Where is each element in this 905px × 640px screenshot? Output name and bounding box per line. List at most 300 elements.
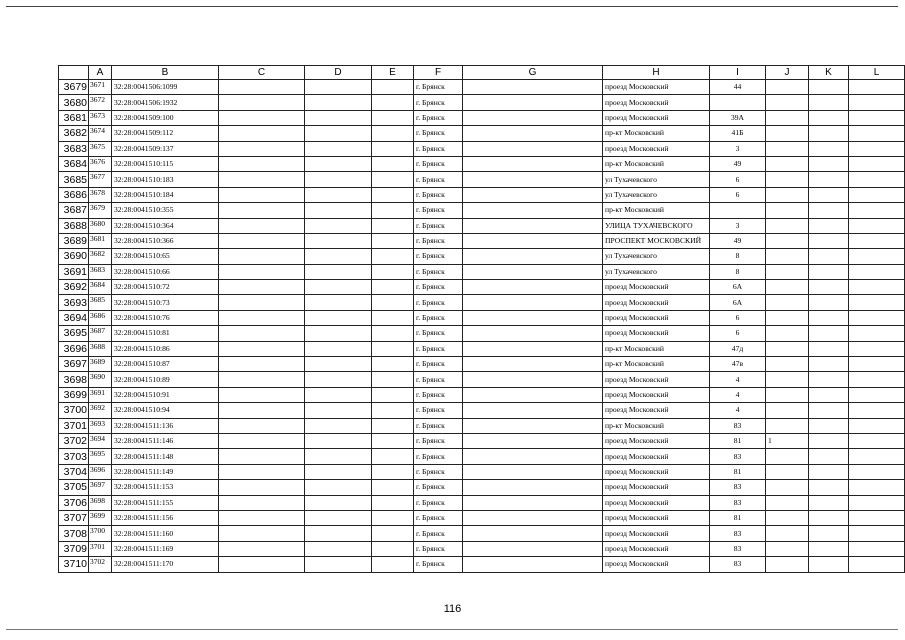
cell-g[interactable] (463, 372, 603, 387)
cell-l[interactable] (849, 557, 905, 572)
cell-b[interactable]: 32:28:0041510:86 (112, 341, 219, 356)
cell-f[interactable]: г. Брянск (414, 557, 463, 572)
cell-g[interactable] (463, 295, 603, 310)
cell-j[interactable] (766, 187, 809, 202)
cell-c[interactable] (219, 249, 305, 264)
cell-f[interactable]: г. Брянск (414, 310, 463, 325)
cell-j[interactable] (766, 326, 809, 341)
cell-g[interactable] (463, 433, 603, 448)
cell-a[interactable]: 3672 (89, 95, 112, 110)
cell-d[interactable] (305, 187, 372, 202)
cell-l[interactable] (849, 187, 905, 202)
cell-e[interactable] (372, 357, 414, 372)
cell-a[interactable]: 3687 (89, 326, 112, 341)
cell-c[interactable] (219, 141, 305, 156)
cell-i[interactable]: 6 (710, 187, 766, 202)
cell-e[interactable] (372, 526, 414, 541)
cell-i[interactable]: 3 (710, 218, 766, 233)
cell-b[interactable]: 32:28:0041509:112 (112, 126, 219, 141)
row-number[interactable]: 3688 (59, 218, 89, 233)
cell-g[interactable] (463, 187, 603, 202)
cell-f[interactable]: г. Брянск (414, 449, 463, 464)
row-number[interactable]: 3684 (59, 156, 89, 171)
cell-a[interactable]: 3675 (89, 141, 112, 156)
cell-l[interactable] (849, 510, 905, 525)
cell-j[interactable] (766, 172, 809, 187)
cell-f[interactable]: г. Брянск (414, 326, 463, 341)
cell-g[interactable] (463, 280, 603, 295)
cell-k[interactable] (809, 80, 849, 95)
cell-h[interactable]: проезд Московский (603, 480, 710, 495)
cell-d[interactable] (305, 264, 372, 279)
cell-e[interactable] (372, 187, 414, 202)
cell-j[interactable] (766, 403, 809, 418)
cell-b[interactable]: 32:28:0041511:156 (112, 510, 219, 525)
cell-i[interactable]: 4 (710, 403, 766, 418)
cell-h[interactable]: проезд Московский (603, 557, 710, 572)
cell-b[interactable]: 32:28:0041511:169 (112, 541, 219, 556)
cell-e[interactable] (372, 418, 414, 433)
cell-c[interactable] (219, 264, 305, 279)
cell-a[interactable]: 3679 (89, 203, 112, 218)
cell-c[interactable] (219, 495, 305, 510)
cell-b[interactable]: 32:28:0041510:183 (112, 172, 219, 187)
cell-d[interactable] (305, 280, 372, 295)
cell-h[interactable]: ул Тухачевского (603, 172, 710, 187)
cell-i[interactable]: 41Б (710, 126, 766, 141)
cell-l[interactable] (849, 341, 905, 356)
cell-f[interactable]: г. Брянск (414, 372, 463, 387)
cell-d[interactable] (305, 126, 372, 141)
cell-j[interactable] (766, 126, 809, 141)
row-number[interactable]: 3682 (59, 126, 89, 141)
cell-a[interactable]: 3702 (89, 557, 112, 572)
row-number[interactable]: 3710 (59, 557, 89, 572)
cell-h[interactable]: ул Тухачевского (603, 249, 710, 264)
cell-c[interactable] (219, 418, 305, 433)
cell-g[interactable] (463, 233, 603, 248)
cell-b[interactable]: 32:28:0041510:81 (112, 326, 219, 341)
cell-i[interactable]: 49 (710, 233, 766, 248)
cell-i[interactable]: 49 (710, 156, 766, 171)
cell-b[interactable]: 32:28:0041510:94 (112, 403, 219, 418)
cell-a[interactable]: 3692 (89, 403, 112, 418)
cell-a[interactable]: 3689 (89, 357, 112, 372)
column-header-i[interactable]: I (710, 66, 766, 80)
cell-i[interactable]: 6 (710, 172, 766, 187)
cell-j[interactable] (766, 264, 809, 279)
cell-h[interactable]: пр-кт Московский (603, 156, 710, 171)
cell-f[interactable]: г. Брянск (414, 295, 463, 310)
cell-i[interactable]: 81 (710, 510, 766, 525)
cell-i[interactable]: 6 (710, 310, 766, 325)
cell-j[interactable] (766, 495, 809, 510)
cell-f[interactable]: г. Брянск (414, 233, 463, 248)
cell-k[interactable] (809, 233, 849, 248)
cell-l[interactable] (849, 310, 905, 325)
cell-d[interactable] (305, 156, 372, 171)
cell-j[interactable] (766, 387, 809, 402)
cell-l[interactable] (849, 126, 905, 141)
cell-g[interactable] (463, 218, 603, 233)
cell-g[interactable] (463, 495, 603, 510)
cell-e[interactable] (372, 264, 414, 279)
cell-f[interactable]: г. Брянск (414, 95, 463, 110)
row-number[interactable]: 3700 (59, 403, 89, 418)
cell-k[interactable] (809, 126, 849, 141)
cell-a[interactable]: 3671 (89, 80, 112, 95)
cell-i[interactable]: 83 (710, 495, 766, 510)
cell-j[interactable] (766, 464, 809, 479)
cell-j[interactable] (766, 233, 809, 248)
cell-h[interactable]: проезд Московский (603, 433, 710, 448)
cell-g[interactable] (463, 110, 603, 125)
cell-a[interactable]: 3693 (89, 418, 112, 433)
cell-k[interactable] (809, 557, 849, 572)
cell-e[interactable] (372, 126, 414, 141)
cell-h[interactable]: пр-кт Московский (603, 341, 710, 356)
cell-f[interactable]: г. Брянск (414, 510, 463, 525)
cell-b[interactable]: 32:28:0041511:153 (112, 480, 219, 495)
cell-c[interactable] (219, 218, 305, 233)
row-number[interactable]: 3681 (59, 110, 89, 125)
cell-i[interactable]: 4 (710, 372, 766, 387)
cell-e[interactable] (372, 110, 414, 125)
cell-b[interactable]: 32:28:0041510:366 (112, 233, 219, 248)
cell-c[interactable] (219, 203, 305, 218)
row-number[interactable]: 3707 (59, 510, 89, 525)
cell-e[interactable] (372, 449, 414, 464)
cell-i[interactable]: 39А (710, 110, 766, 125)
row-number[interactable]: 3703 (59, 449, 89, 464)
cell-k[interactable] (809, 510, 849, 525)
cell-a[interactable]: 3699 (89, 510, 112, 525)
cell-e[interactable] (372, 495, 414, 510)
cell-i[interactable]: 8 (710, 249, 766, 264)
cell-e[interactable] (372, 326, 414, 341)
cell-l[interactable] (849, 218, 905, 233)
cell-h[interactable]: ул Тухачевского (603, 187, 710, 202)
cell-h[interactable]: проезд Московский (603, 403, 710, 418)
cell-e[interactable] (372, 249, 414, 264)
cell-f[interactable]: г. Брянск (414, 249, 463, 264)
cell-c[interactable] (219, 295, 305, 310)
cell-c[interactable] (219, 187, 305, 202)
column-header-k[interactable]: K (809, 66, 849, 80)
cell-l[interactable] (849, 357, 905, 372)
cell-g[interactable] (463, 449, 603, 464)
cell-k[interactable] (809, 357, 849, 372)
cell-a[interactable]: 3684 (89, 280, 112, 295)
cell-c[interactable] (219, 110, 305, 125)
cell-b[interactable]: 32:28:0041510:91 (112, 387, 219, 402)
cell-i[interactable]: 81 (710, 464, 766, 479)
cell-f[interactable]: г. Брянск (414, 357, 463, 372)
cell-l[interactable] (849, 233, 905, 248)
cell-l[interactable] (849, 418, 905, 433)
cell-j[interactable] (766, 418, 809, 433)
cell-g[interactable] (463, 326, 603, 341)
row-number[interactable]: 3704 (59, 464, 89, 479)
cell-b[interactable]: 32:28:0041510:364 (112, 218, 219, 233)
row-number[interactable]: 3686 (59, 187, 89, 202)
cell-e[interactable] (372, 203, 414, 218)
cell-d[interactable] (305, 510, 372, 525)
cell-d[interactable] (305, 310, 372, 325)
cell-a[interactable]: 3678 (89, 187, 112, 202)
cell-j[interactable] (766, 203, 809, 218)
cell-h[interactable]: проезд Московский (603, 280, 710, 295)
row-number[interactable]: 3691 (59, 264, 89, 279)
cell-c[interactable] (219, 526, 305, 541)
cell-a[interactable]: 3676 (89, 156, 112, 171)
cell-k[interactable] (809, 249, 849, 264)
cell-c[interactable] (219, 310, 305, 325)
cell-h[interactable]: пр-кт Московский (603, 126, 710, 141)
cell-a[interactable]: 3691 (89, 387, 112, 402)
cell-k[interactable] (809, 495, 849, 510)
cell-f[interactable]: г. Брянск (414, 387, 463, 402)
cell-k[interactable] (809, 341, 849, 356)
cell-a[interactable]: 3673 (89, 110, 112, 125)
cell-l[interactable] (849, 541, 905, 556)
cell-g[interactable] (463, 403, 603, 418)
cell-a[interactable]: 3686 (89, 310, 112, 325)
cell-k[interactable] (809, 203, 849, 218)
cell-i[interactable]: 83 (710, 480, 766, 495)
cell-c[interactable] (219, 357, 305, 372)
cell-c[interactable] (219, 80, 305, 95)
cell-c[interactable] (219, 541, 305, 556)
row-number[interactable]: 3708 (59, 526, 89, 541)
cell-b[interactable]: 32:28:0041511:155 (112, 495, 219, 510)
cell-i[interactable]: 6 (710, 326, 766, 341)
cell-g[interactable] (463, 203, 603, 218)
cell-k[interactable] (809, 372, 849, 387)
cell-l[interactable] (849, 433, 905, 448)
cell-a[interactable]: 3694 (89, 433, 112, 448)
cell-g[interactable] (463, 249, 603, 264)
cell-k[interactable] (809, 264, 849, 279)
cell-c[interactable] (219, 449, 305, 464)
cell-e[interactable] (372, 310, 414, 325)
cell-i[interactable]: 83 (710, 526, 766, 541)
cell-d[interactable] (305, 95, 372, 110)
cell-e[interactable] (372, 95, 414, 110)
cell-e[interactable] (372, 480, 414, 495)
cell-c[interactable] (219, 233, 305, 248)
cell-a[interactable]: 3698 (89, 495, 112, 510)
cell-i[interactable]: 6А (710, 280, 766, 295)
cell-f[interactable]: г. Брянск (414, 464, 463, 479)
cell-d[interactable] (305, 480, 372, 495)
cell-g[interactable] (463, 141, 603, 156)
cell-c[interactable] (219, 341, 305, 356)
cell-d[interactable] (305, 80, 372, 95)
cell-l[interactable] (849, 80, 905, 95)
cell-b[interactable]: 32:28:0041509:100 (112, 110, 219, 125)
cell-l[interactable] (849, 464, 905, 479)
cell-l[interactable] (849, 449, 905, 464)
cell-j[interactable] (766, 295, 809, 310)
cell-j[interactable] (766, 510, 809, 525)
column-header-e[interactable]: E (372, 66, 414, 80)
cell-f[interactable]: г. Брянск (414, 280, 463, 295)
cell-a[interactable]: 3700 (89, 526, 112, 541)
cell-f[interactable]: г. Брянск (414, 80, 463, 95)
cell-b[interactable]: 32:28:0041506:1932 (112, 95, 219, 110)
cell-j[interactable] (766, 80, 809, 95)
cell-l[interactable] (849, 264, 905, 279)
column-header-c[interactable]: C (219, 66, 305, 80)
cell-h[interactable]: пр-кт Московский (603, 203, 710, 218)
cell-l[interactable] (849, 110, 905, 125)
cell-e[interactable] (372, 141, 414, 156)
cell-b[interactable]: 32:28:0041511:170 (112, 557, 219, 572)
cell-k[interactable] (809, 172, 849, 187)
cell-l[interactable] (849, 280, 905, 295)
cell-d[interactable] (305, 418, 372, 433)
cell-g[interactable] (463, 357, 603, 372)
cell-a[interactable]: 3682 (89, 249, 112, 264)
cell-k[interactable] (809, 141, 849, 156)
cell-b[interactable]: 32:28:0041510:66 (112, 264, 219, 279)
cell-g[interactable] (463, 387, 603, 402)
cell-f[interactable]: г. Брянск (414, 126, 463, 141)
cell-f[interactable]: г. Брянск (414, 433, 463, 448)
cell-f[interactable]: г. Брянск (414, 141, 463, 156)
row-number[interactable]: 3683 (59, 141, 89, 156)
cell-d[interactable] (305, 495, 372, 510)
cell-k[interactable] (809, 156, 849, 171)
cell-c[interactable] (219, 557, 305, 572)
cell-b[interactable]: 32:28:0041511:136 (112, 418, 219, 433)
cell-f[interactable]: г. Брянск (414, 403, 463, 418)
cell-g[interactable] (463, 464, 603, 479)
row-number[interactable]: 3706 (59, 495, 89, 510)
cell-c[interactable] (219, 280, 305, 295)
cell-d[interactable] (305, 372, 372, 387)
cell-j[interactable] (766, 141, 809, 156)
cell-h[interactable]: проезд Московский (603, 326, 710, 341)
cell-l[interactable] (849, 480, 905, 495)
cell-h[interactable]: проезд Московский (603, 495, 710, 510)
cell-k[interactable] (809, 449, 849, 464)
cell-j[interactable] (766, 372, 809, 387)
cell-g[interactable] (463, 557, 603, 572)
row-number[interactable]: 3690 (59, 249, 89, 264)
cell-g[interactable] (463, 172, 603, 187)
column-header-b[interactable]: B (112, 66, 219, 80)
cell-h[interactable]: пр-кт Московский (603, 357, 710, 372)
cell-b[interactable]: 32:28:0041511:148 (112, 449, 219, 464)
cell-j[interactable] (766, 110, 809, 125)
cell-j[interactable] (766, 249, 809, 264)
cell-i[interactable]: 81 (710, 433, 766, 448)
cell-a[interactable]: 3683 (89, 264, 112, 279)
cell-f[interactable]: г. Брянск (414, 526, 463, 541)
cell-d[interactable] (305, 526, 372, 541)
cell-c[interactable] (219, 510, 305, 525)
cell-f[interactable]: г. Брянск (414, 495, 463, 510)
cell-a[interactable]: 3696 (89, 464, 112, 479)
cell-d[interactable] (305, 326, 372, 341)
cell-e[interactable] (372, 372, 414, 387)
cell-e[interactable] (372, 464, 414, 479)
cell-h[interactable]: проезд Московский (603, 510, 710, 525)
cell-d[interactable] (305, 387, 372, 402)
cell-g[interactable] (463, 541, 603, 556)
cell-e[interactable] (372, 233, 414, 248)
cell-l[interactable] (849, 203, 905, 218)
cell-b[interactable]: 32:28:0041510:355 (112, 203, 219, 218)
cell-h[interactable]: проезд Московский (603, 80, 710, 95)
cell-g[interactable] (463, 80, 603, 95)
cell-f[interactable]: г. Брянск (414, 341, 463, 356)
cell-k[interactable] (809, 280, 849, 295)
column-header-d[interactable]: D (305, 66, 372, 80)
cell-c[interactable] (219, 126, 305, 141)
cell-j[interactable] (766, 449, 809, 464)
cell-j[interactable] (766, 557, 809, 572)
cell-i[interactable]: 47д (710, 341, 766, 356)
cell-k[interactable] (809, 387, 849, 402)
cell-k[interactable] (809, 95, 849, 110)
cell-l[interactable] (849, 249, 905, 264)
cell-a[interactable]: 3701 (89, 541, 112, 556)
row-number[interactable]: 3694 (59, 310, 89, 325)
cell-f[interactable]: г. Брянск (414, 480, 463, 495)
cell-j[interactable] (766, 541, 809, 556)
cell-b[interactable]: 32:28:0041509:137 (112, 141, 219, 156)
cell-i[interactable]: 6А (710, 295, 766, 310)
cell-e[interactable] (372, 218, 414, 233)
cell-a[interactable]: 3695 (89, 449, 112, 464)
cell-c[interactable] (219, 95, 305, 110)
cell-a[interactable]: 3690 (89, 372, 112, 387)
row-number[interactable]: 3705 (59, 480, 89, 495)
cell-h[interactable]: УЛИЦА ТУХАЧЕВСКОГО (603, 218, 710, 233)
cell-g[interactable] (463, 126, 603, 141)
cell-e[interactable] (372, 172, 414, 187)
cell-b[interactable]: 32:28:0041510:87 (112, 357, 219, 372)
cell-b[interactable]: 32:28:0041510:89 (112, 372, 219, 387)
cell-d[interactable] (305, 403, 372, 418)
column-header-g[interactable]: G (463, 66, 603, 80)
cell-e[interactable] (372, 387, 414, 402)
cell-k[interactable] (809, 326, 849, 341)
cell-j[interactable] (766, 526, 809, 541)
cell-l[interactable] (849, 156, 905, 171)
cell-a[interactable]: 3681 (89, 233, 112, 248)
cell-j[interactable] (766, 480, 809, 495)
cell-b[interactable]: 32:28:0041511:146 (112, 433, 219, 448)
cell-h[interactable]: проезд Московский (603, 526, 710, 541)
cell-g[interactable] (463, 264, 603, 279)
cell-b[interactable]: 32:28:0041506:1099 (112, 80, 219, 95)
cell-f[interactable]: г. Брянск (414, 172, 463, 187)
row-number[interactable]: 3709 (59, 541, 89, 556)
cell-d[interactable] (305, 341, 372, 356)
cell-d[interactable] (305, 295, 372, 310)
cell-d[interactable] (305, 233, 372, 248)
cell-h[interactable]: проезд Московский (603, 541, 710, 556)
cell-l[interactable] (849, 95, 905, 110)
cell-e[interactable] (372, 510, 414, 525)
cell-i[interactable]: 83 (710, 541, 766, 556)
cell-e[interactable] (372, 557, 414, 572)
cell-d[interactable] (305, 141, 372, 156)
